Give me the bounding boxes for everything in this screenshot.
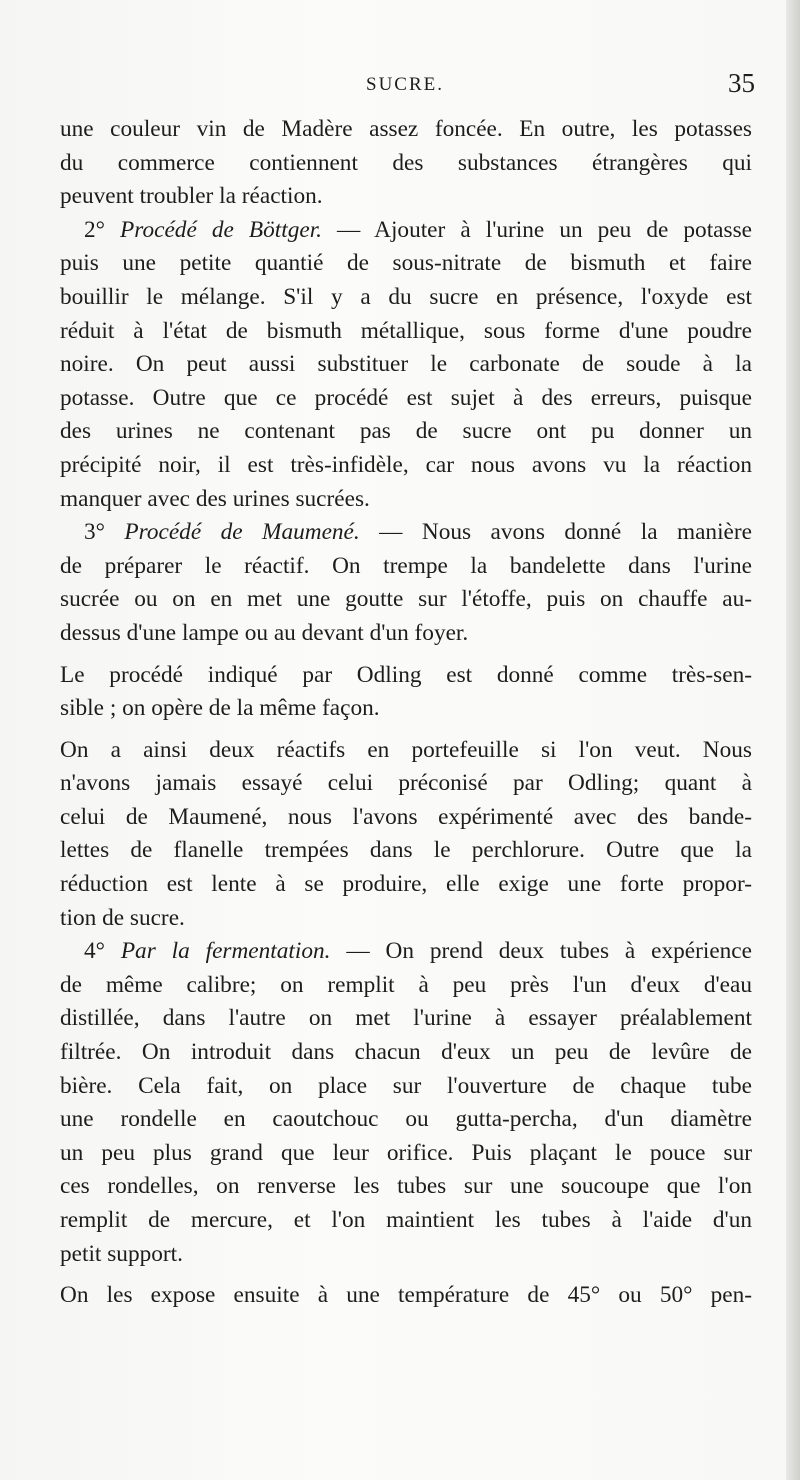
section-number: 3° — [84, 519, 125, 546]
text-line: noire. On peut aussi substituer le carbonate de soude à la — [60, 351, 752, 378]
section-title: Procédé de Böttger. — [120, 216, 322, 243]
page-header — [55, 68, 755, 104]
section-text: — On prend deux tubes à expérience — [330, 938, 752, 965]
text-line: tion de sucre. — [60, 904, 185, 931]
page-number: 35 — [728, 68, 755, 98]
text-line: On a ainsi deux réactifs en portefeuille si l'on veut. Nous — [60, 736, 752, 763]
text-line: remplit de mercure, et l'on maintient les tubes à l'aide d'un — [60, 1207, 752, 1233]
section-title: Par la fermentation. — [120, 938, 331, 965]
text-line: bouillir le mélange. S'il y a du sucre en présence, l'oxyde est — [60, 283, 752, 310]
section-text: — Ajouter à l'urine un peu de potasse — [322, 216, 752, 243]
section-number: 4° — [84, 938, 121, 965]
text-line: dessus d'une lampe ou au devant d'un foyer. — [60, 619, 469, 646]
text-line: distillée, dans l'autre on met l'urine à essayer préalablement — [60, 1005, 752, 1032]
text-line: petit support. — [60, 1240, 183, 1267]
text-line: réduction est lente à se produire, elle exige une forte propor- — [60, 871, 752, 898]
text-line: manquer avec des urines sucrées. — [60, 485, 370, 512]
text-line: celui de Maumené, nous l'avons expérimenté avec des bande- — [60, 803, 752, 830]
page-edge-shadow — [786, 0, 800, 1480]
text-line: Le procédé indiqué par Odling est donné comme très-sen- — [60, 661, 752, 688]
section-heading-maumene — [60, 516, 752, 550]
text-line: un peu plus grand que leur orifice. Puis plaçant le pouce sur — [60, 1139, 752, 1166]
text-line: filtrée. On introduit dans chacun d'eux un peu de levûre de — [60, 1039, 752, 1066]
text-line: réduit à l'état de bismuth métallique, sous forme d'une poudre — [60, 317, 752, 344]
text-line: sible ; on opère de la même façon. — [60, 695, 380, 722]
text-line: peuvent troubler la réaction. — [60, 183, 323, 210]
text-line: puis une petite quantié de sous-nitrate de bismuth et faire — [60, 250, 752, 277]
text-line: une rondelle en caoutchouc ou gutta-percha, d'un diamètre — [60, 1106, 752, 1133]
section-title: Procédé de Maumené. — [124, 519, 360, 546]
text-line: une couleur vin de Madère assez foncée. En outre, les potasses — [60, 116, 752, 142]
text-line: bière. Cela fait, on place sur l'ouverture de chaque tube — [60, 1072, 752, 1099]
text-line: n'avons jamais essayé celui préconisé par Odling; quant à — [60, 770, 752, 797]
text-line: précipité noir, il est très-infidèle, car nous avons vu la réaction — [60, 451, 752, 478]
text-line: On les expose ensuite à une température de 45° ou 50° pen- — [60, 1282, 752, 1309]
section-heading-fermentation — [60, 935, 752, 969]
text-line: de même calibre; on remplit à peu près l'un d'eux d'eau — [60, 971, 752, 998]
text-line: des urines ne contenant pas de sucre ont pu donner un — [60, 418, 752, 445]
text-line: ces rondelles, on renverse les tubes sur une soucoupe que l'on — [60, 1173, 752, 1200]
text-line: lettes de flanelle trempées dans le perchlorure. Outre que la — [60, 837, 752, 864]
text-line: de préparer le réactif. On trempe la bandelette dans l'urine — [60, 552, 752, 579]
section-heading-bottger — [60, 214, 752, 248]
section-number: 2° — [84, 216, 121, 243]
text-line: potasse. Outre que ce procédé est sujet à des erreurs, puisque — [60, 384, 752, 411]
body-text — [60, 113, 752, 1313]
text-line: sucrée ou on en met une goutte sur l'étoffe, puis on chauffe au- — [60, 586, 752, 613]
section-text: — Nous avons donné la manière — [359, 519, 752, 546]
text-line: du commerce contiennent des substances étrangères qui — [60, 149, 752, 176]
running-title: SUCRE. — [366, 74, 444, 95]
